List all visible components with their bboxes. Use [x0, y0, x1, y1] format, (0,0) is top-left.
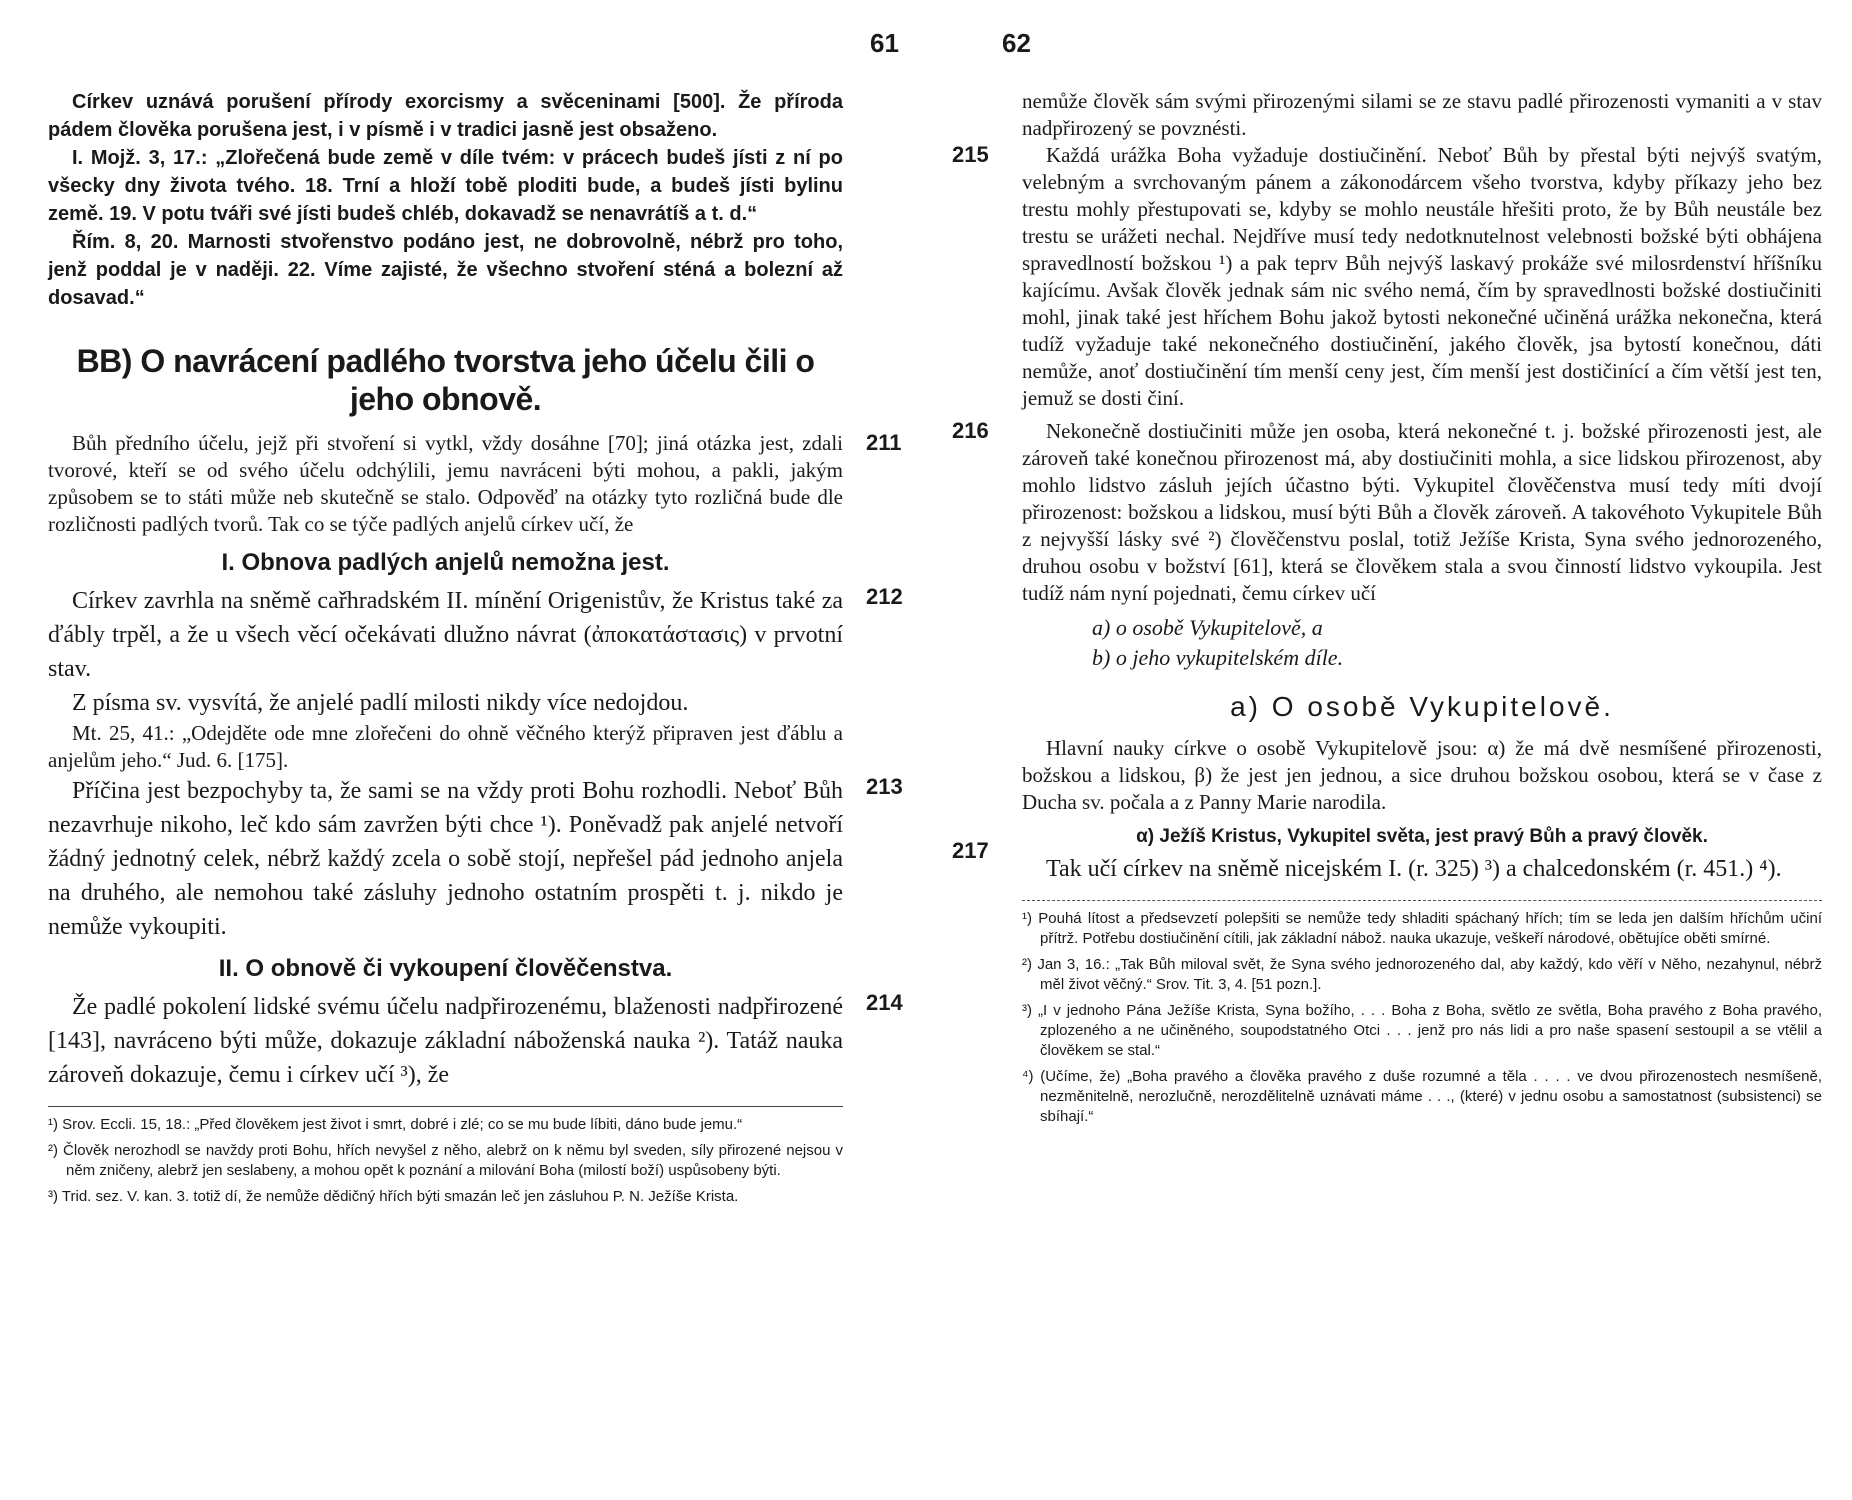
- paragraph: Hlavní nauky církve o osobě Vykupitelově jsou: α) že má dvě nesmíšené přirozenosti, božskou a lidskou, β) že jest jen jednou, a sice druhou božskou osobou, která se v čase z Ducha sv. počala a z Panny Marie narodila.: [1022, 736, 1822, 814]
- footnote: ¹) Srov. Eccli. 15, 18.: „Před člověkem jest život i smrt, dobré i zlé; co se mu bude líbiti, dáno bude jemu.“: [48, 1116, 743, 1133]
- numbered-paragraph-214: [48, 990, 903, 1092]
- paragraph: Církev zavrhla na sněmě cařhradském II. mínění Origenistův, že Kristus také za ďábly trpěl, a že u všech věcí očekávati dlužno návrat (ἀποκατάστασις) v prvotní stav.: [48, 588, 843, 682]
- numbered-paragraph-216: [952, 418, 1822, 607]
- paragraph: Mt. 25, 41.: „Odejděte ode mne zlořečeni do ohně věčného kterýž připraven jest ďáblu a anjelům jeho.“ Jud. 6. [175].: [48, 721, 843, 772]
- footnote-divider: [1022, 900, 1822, 901]
- topic-list: [1092, 613, 1822, 673]
- footnote: ⁴) (Učíme, že) „Boha pravého a člověka pravého z duše rozumné a těla . . . . ve dvou přirozenostech nesmíšeně, nezměnitelně, nerozlučně, nerozdělitelně uznávati máme . . ., (které) v jednu osobu a samostatnost (subsistenci) se sbíhají.“: [1022, 1068, 1822, 1125]
- subsection-heading: a) O osobě Vykupitelově.: [1230, 691, 1614, 722]
- footnote: ¹) Pouhá lítost a předsevzetí polepšiti se nemůže tedy shladiti spáchaný hřích; tím se leda jen dalším hříchům učiní přítrž. Potřebu dostiučinění cítili, jak základní nábož. nauka ukazuje, veškeří národové, obětujíce oběti smírné.: [1022, 910, 1822, 947]
- numbered-paragraph-217: [952, 826, 1822, 886]
- numbered-paragraph-215: [952, 142, 1822, 412]
- left-page-body: [48, 88, 903, 1213]
- right-page-body: [952, 88, 1822, 1133]
- paragraph: Bůh předního účelu, jejž při stvoření si vytkl, vždy dosáhne [70]; jiná otázka jest, zdali tvorové, kteří se od svého účelu odchýlili, jemu navráceni býti mohou, a pakli, jakým způsobem se to státi může neb skutečně se stalo. Odpověď na otázky tyto rozličná bude dle rozličnosti padlých tvorů. Tak co se týče padlých anjelů církev učí, že: [48, 431, 843, 536]
- numbered-paragraph-213: [48, 774, 903, 944]
- paragraph: Že padlé pokolení lidské svému účelu nadpřirozenému, blaženosti nadpřirozené [143], navráceno býti může, dokazuje základní náboženská nauka ²). Tatáž nauka zároveň dokazuje, čemu i církev učí ³), že: [48, 994, 843, 1088]
- margin-number: 214: [866, 990, 903, 1015]
- paragraph: Církev uznává porušení přírody exorcismy a svěceninami [500]. Že příroda pádem člověka porušena jest, i v písmě i v tradici jasně jest obsaženo.: [48, 91, 843, 141]
- margin-number: 217: [952, 838, 989, 863]
- numbered-paragraph-211: [48, 430, 902, 538]
- section-heading: BB) O navrácení padlého tvorstva jeho účelu čili o jeho obnově.: [76, 343, 815, 417]
- paragraph: nemůže člověk sám svými přirozenými silami se ze stavu padlé přirozenosti vymaniti a v stav nadpřirozený se povznésti.: [1022, 89, 1822, 140]
- paragraph: Každá urážka Boha vyžaduje dostiučinění. Neboť Bůh by přestal býti nejvýš svatým, velebným a svrchovaným pánem a zákonodárcem všeho tvorstva, kdyby příkazy jeho bez trestu mohly přestupovati se, kdyby se mohlo neustále hřešiti proto, že by Bůh neustále bez trestu se urážeti nechal. Nejdříve musí tedy nedotknutelnost velebnosti božské býti obhájena spravedlností božskou ¹) a pak teprv Bůh nejvýš laskavý prokáže své milosrdenství hříšníku kajícímu. Avšak člověk jednak sám nic svého nemá, čím by spravedlnosti božské dostiučiniti mohl, jinak také jest hříchem Bohu jakož bytosti nekonečné učiněná urážka nekonečna, která tudíž vyžaduje také nekonečného dostiučinění, jakého člověk, jsa bytostí konečnou, dáti nemůže, anoť dostiučinění tím menší ceny jest, čím menší jest dostičinící a čím větší jest ten, jemuž se dosti činí.: [1022, 143, 1822, 410]
- paragraph: Nekonečně dostiučiniti může jen osoba, která nekonečné t. j. božské přirozenosti jest, ale zároveň také konečnou přirozenost má, aby dostiučiniti mohla, a sice lidskou přirozenost, aby mohlo lidstvo zásluh jejích účastno býti. Vykupitel člověčenstva musí tedy míti dvojí přirozenost: božskou a lidskou, musí býti Bůh a člověk zároveň. A takovéhoto Vykupitele Bůh z nejvyšší lásky své ²) člověčenstvu poslal, totiž Ježíše Krista, Syna svého jednorozeného, druhou osobu v božství [61], která se člověkem stala a svou činností lidstvo vykoupila. Jest tudíž nám nyní pojednati, čemu církev učí: [1022, 419, 1822, 605]
- right-page-number: 62: [1002, 28, 1031, 58]
- left-page-number: 61: [870, 28, 899, 58]
- paragraph: Řím. 8, 20. Marnosti stvořenstvo podáno jest, ne dobrovolně, nébrž pro toho, jenž poddal je v naději. 22. Víme zajisté, že všechno stvoření sténá a bolezní až dosavad.“: [48, 231, 843, 309]
- margin-number: 213: [866, 774, 903, 799]
- paragraph: Tak učí církev na sněmě nicejském I. (r. 325) ³) a chalcedonském (r. 451.) ⁴).: [1046, 856, 1782, 882]
- margin-number: 215: [952, 142, 989, 167]
- list-item: a) o osobě Vykupitelově, a: [1092, 615, 1323, 640]
- paragraph: Příčina jest bezpochyby ta, že sami se na vždy proti Bohu rozhodli. Neboť Bůh nezavrhuje nikoho, leč kdo sám zavržen býti chce ¹). Poněvadž pak anjelé netvoří žádný jednotný celek, nébrž každý zcela o sobě stojí, nepřešel pád jednoho anjela na druhého, ale nemohou také zásluhy jednoho ostatním prospěti t. j. nikdo je nemůže vykoupiti.: [48, 778, 843, 940]
- footnote: ³) „I v jednoho Pána Ježíše Krista, Syna božího, . . . Boha z Boha, světlo ze světla, Boha pravého z Boha pravého, zplozeného a ne učiněného, soupodstatného Otci . . . jenž pro nás lidi a pro naše spasení sestoupil a se vtělil a člověkem se stal.“: [1022, 1002, 1822, 1059]
- paragraph: Z písma sv. vysvítá, že anjelé padlí milosti nikdy více nedojdou.: [72, 690, 689, 716]
- paragraph: I. Mojž. 3, 17.: „Zlořečená bude země v díle tvém: v prácech budeš jísti z ní po všecky dny života tvého. 18. Trní a hloží tobě ploditi bude, a budeš jísti bylinu země. 19. V potu tváři své jísti budeš chléb, dokavadž se nenavrátíš a t. d.“: [48, 147, 843, 225]
- margin-number: 216: [952, 418, 989, 443]
- numbered-paragraph-212: [48, 584, 903, 774]
- footnote: ²) Jan 3, 16.: „Tak Bůh miloval svět, že Syna svého jednorozeného dal, aby každý, kdo věří v Něho, nezahynul, nébrž měl život věčný.“ Srov. Tit. 3, 4. [51 pozn.].: [1022, 956, 1822, 993]
- margin-number: 212: [866, 584, 903, 609]
- subsection-heading: I. Obnova padlých anjelů nemožna jest.: [221, 549, 670, 576]
- list-item: b) o jeho vykupitelském díle.: [1092, 645, 1344, 670]
- footnote-divider: [48, 1106, 843, 1107]
- margin-number: 211: [866, 430, 902, 455]
- footnote: ²) Člověk nerozhodl se navždy proti Bohu, hřích nevyšel z něho, alebrž on k němu byl sveden, síly přirozené nejsou v něm zničeny, alebrž jen seslabeny, a mohou opět k poznání a milování Boha (milostí boží) uspůsobeny býti.: [48, 1142, 843, 1179]
- subsection-heading: II. O obnově či vykoupení člověčenstva.: [218, 955, 673, 982]
- point-heading: α) Ježíš Kristus, Vykupitel světa, jest pravý Bůh a pravý člověk.: [1136, 826, 1708, 847]
- footnote: ³) Trid. sez. V. kan. 3. totiž dí, že nemůže dědičný hřích býti smazán leč jen zásluhou P. N. Ježíše Krista.: [48, 1188, 739, 1205]
